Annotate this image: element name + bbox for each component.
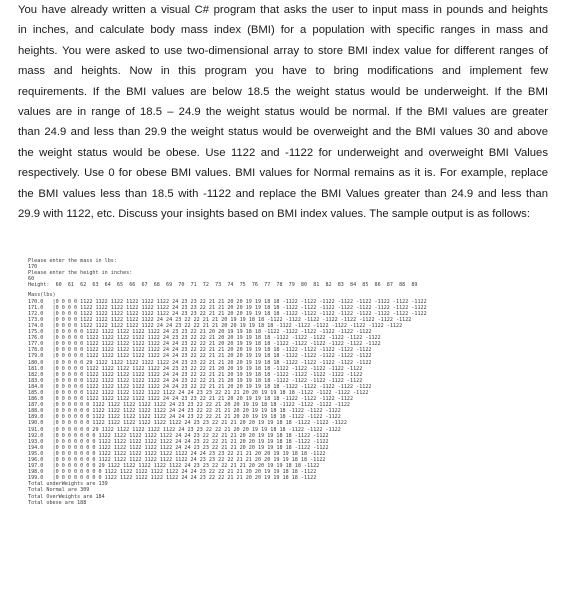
total-line: Total obese are 188 (28, 499, 87, 506)
bmi-table (28, 299, 548, 482)
table-row: 176.0 |0 0 0 0 0 1122 1122 1122 1122 1122 24 23 23 22 22 21 20 20 19 19 18 18 -1122 -1122 -1122 -1122 -1122 -1122 (28, 335, 381, 342)
table-row: 170.0 |0 0 0 0 1122 1122 1122 1122 1122 1122 24 23 23 22 21 21 20 20 19 19 18 18 -1122 -1122 -1122 -1122 -1122 -1122 -1122 -1122 (28, 298, 427, 305)
total-line: Total OverWeights are 184 (28, 493, 105, 500)
table-row: 185.0 |0 0 0 0 0 1122 1122 1122 1122 1122 1122 24 24 23 23 22 21 21 20 20 19 19 18 18 -1122 -1122 -1122 -1122 (28, 389, 369, 396)
totals-block (28, 481, 548, 505)
mass-prompt: Please enter the mass in lbs: (28, 258, 117, 264)
height-prompt: Please enter the height in inches: (28, 270, 133, 277)
question-line: respectively. Use 0 for obese BMI values. BMI values for Normal remains as it is. For example, replace (18, 167, 548, 180)
table-row: 178.0 |0 0 0 0 0 1122 1122 1122 1122 1122 24 24 23 22 22 21 21 20 20 19 19 18 18 -1122 -1122 -1122 -1122 -1122 (28, 347, 372, 354)
question-line: the weight status would be obese. Use 1122 and -1122 for underweight and overweight BMI Values (18, 146, 548, 159)
table-row: 189.0 |0 0 0 0 0 0 1122 1122 1122 1122 1122 24 24 23 22 22 21 21 20 20 19 19 18 18 -1122 -1122 -1122 (28, 414, 341, 421)
height-header: Height: 60 61 62 63 64 65 66 67 68 69 70 71 72 73 74 75 76 77 78 79 80 81 82 83 84 85 86 87 88 89 (28, 282, 418, 289)
question-line: than 24.9 and less than 29.9 the weight status would be overweight and the BMI values 30 and above (18, 126, 548, 139)
question-line: You have already written a visual C# program that asks the user to input mass in pounds and heights (18, 4, 548, 16)
table-row: 193.0 |0 0 0 0 0 0 0 1122 1122 1122 1122 1122 24 24 23 22 22 21 21 20 20 19 19 18 18 -1122 -1122 (28, 438, 329, 445)
question-line: requirements. If the BMI values are below 18.5 the weight status would be underweight. If the BMI (18, 85, 548, 98)
table-row: 195.0 |0 0 0 0 0 0 0 1122 1122 1122 1122 1122 1122 24 24 23 23 22 21 21 20 20 19 19 18 18 -1122 (28, 450, 326, 457)
height-value: 60 (28, 276, 35, 283)
table-row: 186.0 |0 0 0 0 0 1122 1122 1122 1122 1122 24 24 23 23 22 21 21 20 20 19 19 18 18 -1122 -1122 -1122 -1122 (28, 396, 354, 403)
table-row: 183.0 |0 0 0 0 0 1122 1122 1122 1122 1122 24 24 23 22 22 21 21 20 19 19 18 18 -1122 -1122 -1122 -1122 -1122 (28, 377, 363, 384)
table-row: 188.0 |0 0 0 0 0 0 1122 1122 1122 1122 1122 24 24 23 22 22 21 21 20 20 19 19 18 18 -1122 -1122 -1122 (28, 408, 341, 415)
table-row: 199.0 |0 0 0 0 0 0 0 0 1122 1122 1122 1122 1122 24 24 23 22 22 21 21 20 20 19 19 18 18 -1122 (28, 475, 317, 482)
question-line: the BMI values less than 18.5 with -1122 and replace the BMI Values greater than 24.9 and less than (18, 187, 548, 200)
table-row: 190.0 |0 0 0 0 0 0 1122 1122 1122 1122 1122 1122 24 23 23 22 21 21 20 20 19 19 18 18 -1122 -1122 -1122 (28, 420, 347, 427)
question-line: 29.9 with 1122, etc. Discuss your insights based on BMI index values. The sample output is as follows: (18, 208, 530, 221)
table-row: 179.0 |0 0 0 0 0 1122 1122 1122 1122 1122 24 24 23 22 22 21 21 20 20 19 19 18 18 -1122 -1122 -1122 -1122 -1122 (28, 353, 372, 360)
mass-header: Mass(lbs) (28, 292, 56, 299)
table-row: 192.0 |0 0 0 0 0 0 0 1122 1122 1122 1122 1122 24 24 23 22 22 21 21 20 20 19 19 18 18 -1122 -1122 (28, 432, 329, 439)
table-row: 198.0 |0 0 0 0 0 0 0 0 1122 1122 1122 1122 1122 24 24 23 22 22 21 21 20 20 19 19 18 18 -1122 (28, 469, 317, 476)
mass-value: 170 (28, 264, 38, 271)
table-row: 173.0 |0 0 0 0 1122 1122 1122 1122 1122 24 24 23 22 22 21 21 20 19 19 18 18 -1122 -1122 -1122 -1122 -1122 -1122 -1122 -1122 (28, 316, 412, 323)
table-row: 191.0 |0 0 0 0 0 0 29 1122 1122 1122 1122 1122 24 23 23 22 22 21 20 20 19 19 18 18 -1122 -1122 -1122 (28, 426, 341, 433)
table-row: 181.0 |0 0 0 0 0 1122 1122 1122 1122 1122 24 23 23 22 22 21 20 20 19 19 18 18 -1122 -1122 -1122 -1122 -1122 (28, 365, 363, 372)
question-line: values are in range of 18.5 – 24.9 the weight status would be normal. If the BMI values are greater (18, 106, 548, 119)
table-row: 187.0 |0 0 0 0 0 0 1122 1122 1122 1122 1122 24 23 23 22 22 21 20 20 19 19 18 18 -1122 -1122 -1122 -1122 (28, 402, 351, 409)
table-row: 182.0 |0 0 0 0 0 1122 1122 1122 1122 1122 24 24 23 22 22 21 21 20 19 19 18 18 -1122 -1122 -1122 -1122 -1122 (28, 371, 363, 378)
table-row: 174.0 |0 0 0 0 1122 1122 1122 1122 1122 24 24 23 22 22 21 21 20 20 19 19 18 18 -1122 -1122 -1122 -1122 -1122 -1122 -1122 (28, 322, 403, 329)
console-output (28, 258, 548, 580)
total-line: Total underWeights are 139 (28, 481, 108, 488)
table-row: 171.0 |0 0 0 0 1122 1122 1122 1122 1122 1122 24 23 23 22 21 21 20 20 19 19 18 18 -1122 -1122 -1122 -1122 -1122 -1122 -1122 -1122 (28, 304, 427, 311)
table-row: 177.0 |0 0 0 0 0 1122 1122 1122 1122 1122 24 24 23 22 22 21 20 20 19 19 18 18 -1122 -1122 -1122 -1122 -1122 -1122 (28, 341, 381, 348)
table-row: 184.0 |0 0 0 0 0 1122 1122 1122 1122 1122 24 24 23 22 22 21 21 20 20 19 19 18 18 -1122 -1122 -1122 -1122 -1122 (28, 383, 372, 390)
question-line: in inches, and calculate body mass index (BMI) for a population with specific ranges in mass and (18, 24, 548, 37)
table-row: 175.0 |0 0 0 0 0 1122 1122 1122 1122 1122 24 23 23 22 21 20 20 19 19 18 18 -1122 -1122 -1122 -1122 -1122 -1122 (28, 329, 372, 336)
question-text (18, 0, 548, 224)
table-row: 172.0 |0 0 0 0 1122 1122 1122 1122 1122 1122 24 23 23 22 21 21 20 20 19 19 18 18 -1122 -1122 -1122 -1122 -1122 -1122 -1122 -1122 (28, 310, 427, 317)
question-line: mass and heights. Now in this program you have to bring modifications and implement few (18, 65, 548, 78)
table-row: 197.0 |0 0 0 0 0 0 0 29 1122 1122 1122 1122 1122 24 23 23 22 22 21 21 20 20 19 19 18 18 -1122 (28, 463, 320, 470)
question-line: heights. You were asked to use two-dimensional array to store BMI index value for different ranges of (18, 44, 548, 57)
total-line: Total Normal are 309 (28, 487, 90, 494)
table-row: 180.0 |0 0 0 0 0 29 1122 1122 1122 1122 1122 24 23 23 22 21 21 20 20 19 19 18 18 -1122 -1122 -1122 -1122 -1122 (28, 359, 372, 366)
table-row: 196.0 |0 0 0 0 0 0 0 1122 1122 1122 1122 1122 1122 24 23 23 22 22 21 21 20 20 19 19 18 18 -1122 (28, 457, 326, 463)
table-row: 194.0 |0 0 0 0 0 0 0 1122 1122 1122 1122 1122 24 24 23 23 22 21 21 20 20 19 19 18 18 -1122 -1122 (28, 444, 329, 451)
